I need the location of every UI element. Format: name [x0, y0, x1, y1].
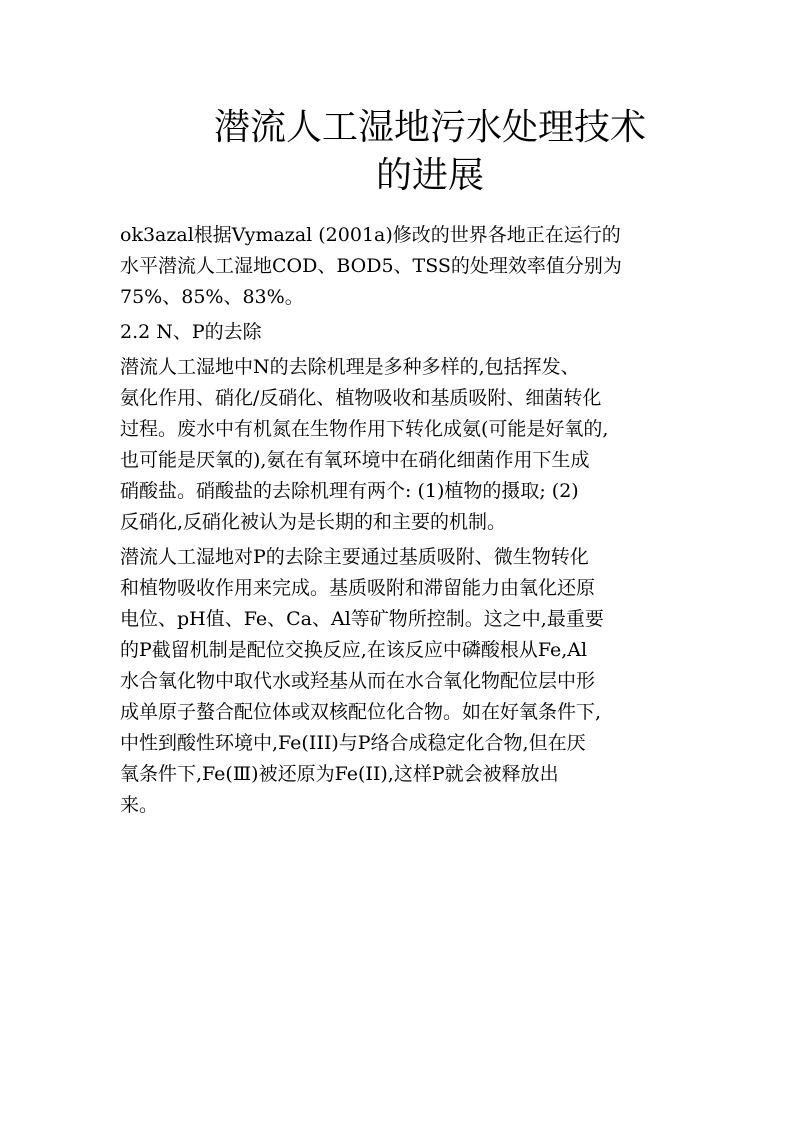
document-body-line: 过程。废水中有机氮在生物作用下转化成氨(可能是好氧的, — [120, 418, 609, 440]
document-body-line: 氧条件下,Fe(Ⅲ)被还原为Fe(II),这样P就会被释放出 — [120, 763, 559, 785]
document-body-line: 水合氧化物中取代水或羟基从而在水合氧化物配位层中形 — [120, 670, 596, 692]
document-body-line: 和植物吸收作用来完成。基质吸附和滞留能力由氧化还原 — [120, 577, 596, 599]
document-title-line1: 潜流人工湿地污水处理技术 — [213, 107, 646, 148]
document-body-line: 来。 — [120, 794, 159, 816]
document-body-line: 氨化作用、硝化/反硝化、植物吸收和基质吸附、细菌转化 — [120, 387, 602, 409]
document-title-line2: 的进展 — [375, 155, 484, 196]
document-body-line: 硝酸盐。硝酸盐的去除机理有两个: (1)植物的摄取; (2) — [120, 480, 579, 502]
document-body-line: 中性到酸性环境中,Fe(III)与P络合成稳定化合物,但在厌 — [120, 732, 586, 754]
document-body-line: 潜流人工湿地中N的去除机理是多种多样的,包括挥发、 — [120, 356, 580, 378]
document-body-line: 成单原子螯合配位体或双核配位化合物。如在好氧条件下, — [120, 701, 602, 723]
document-body-line: 也可能是厌氧的),氨在有氧环境中在硝化细菌作用下生成 — [120, 449, 590, 471]
document-body — [120, 220, 680, 821]
document-body-line: 的P截留机制是配位交换反应,在该反应中磷酸根从Fe,Al — [120, 639, 588, 661]
document-body-line: 75%、85%、83%。 — [120, 286, 304, 308]
document-body-line: 水平潜流人工湿地COD、BOD5、TSS的处理效率值分别为 — [120, 255, 622, 277]
document-body-line: 2.2 N、P的去除 — [120, 321, 262, 343]
document-body-line: 电位、pH值、Fe、Ca、Al等矿物所控制。这之中,最重要 — [120, 608, 604, 630]
document-body-line: 潜流人工湿地对P的去除主要通过基质吸附、微生物转化 — [120, 546, 589, 568]
document-body-line: ok3azal根据Vymazal (2001a)修改的世界各地正在运行的 — [120, 224, 621, 246]
document-body-line: 反硝化,反硝化被认为是长期的和主要的机制。 — [120, 511, 507, 533]
